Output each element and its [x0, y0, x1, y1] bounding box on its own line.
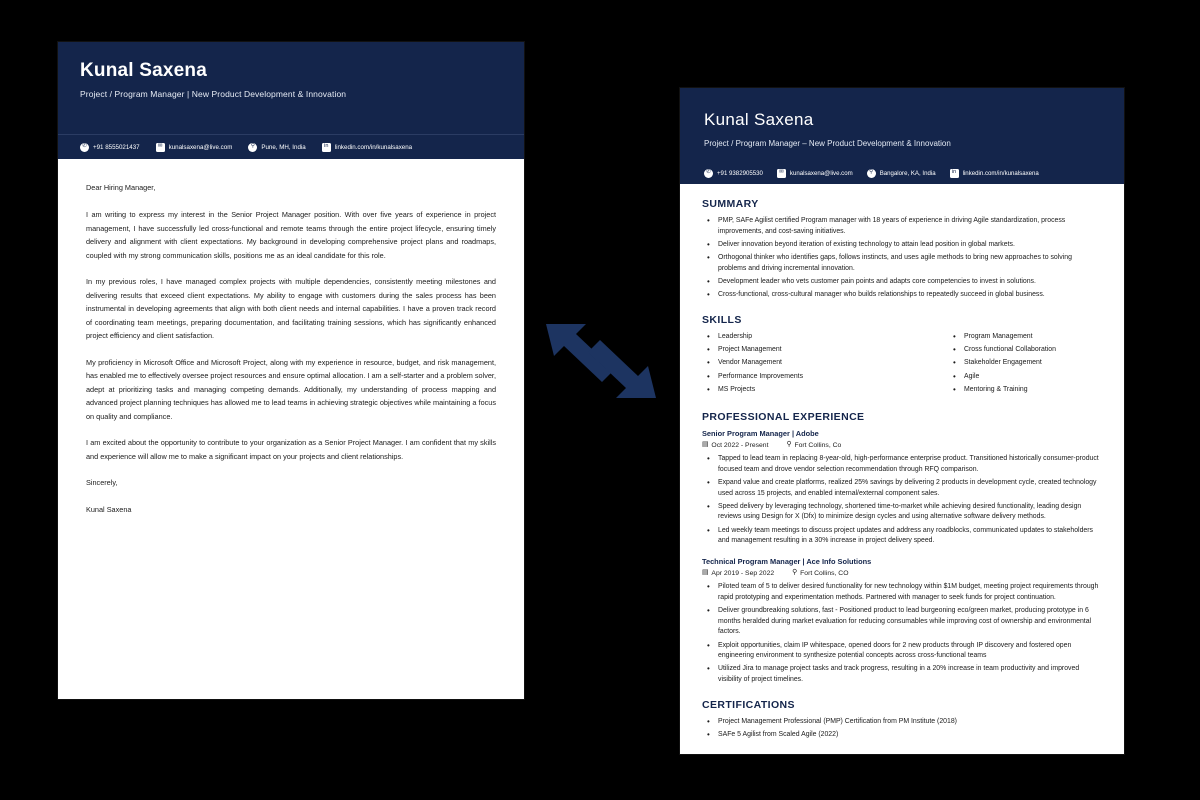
location-icon: ⚲	[248, 143, 257, 152]
list-item: • Cross functional Collaboration	[962, 345, 1102, 356]
resume-name: Kunal Saxena	[704, 110, 814, 129]
resume-contact-email	[777, 169, 853, 178]
resume-header	[680, 88, 1124, 162]
contact-phone-text: +91 8555021437	[93, 143, 140, 151]
list-item: • Leadership	[716, 332, 902, 343]
contact-email	[156, 143, 233, 152]
linkedin-icon: in	[322, 143, 331, 152]
job-title: Technical Program Manager | Ace Info Solutions	[702, 557, 872, 567]
conversion-arrows-icon	[540, 318, 662, 404]
job-dates-text: Oct 2022 - Present	[711, 441, 769, 449]
list-item: • MS Projects	[716, 385, 902, 396]
resume-contact-linkedin-text: linkedin.com/in/kunalsaxena	[962, 169, 1039, 177]
list-item: • Deliver innovation beyond iteration of existing technology to attain lead position in global markets.	[716, 240, 1102, 251]
cover-letter-document	[58, 42, 524, 699]
list-item: • Exploit opportunities, claim IP whitespace, opened doors for 2 new products through IP discovery and fostered open engineering environment to synthesize potential concepts across cross-functional teams	[716, 641, 1102, 662]
phone-icon: ✆	[704, 169, 713, 178]
cover-letter-paragraph-2: In my previous roles, I have managed complex projects with multiple dependencies, consistently meeting milestones and delivering results that exceed client expectations. My ability to engage with customers during the sales process has been instrumental in developing agreements that align with both client needs and internal capabilities. I have a proven track record of coordinating team meetings, preparing documentation, and facilitating training sessions, which has significantly enhanced project efficiency and client satisfaction.	[86, 277, 496, 341]
contact-location	[248, 143, 305, 152]
location-icon: ⚲	[867, 169, 876, 178]
list-item: • Program Management	[962, 332, 1102, 343]
list-item: • PMP, SAFe Agilist certified Program manager with 18 years of experience in driving Agile standardization, process improvements, and cost-saving initiatives.	[716, 216, 1102, 237]
email-icon: ✉	[156, 143, 165, 152]
list-item: • Stakeholder Engagement	[962, 358, 1102, 369]
phone-icon: ✆	[80, 143, 89, 152]
list-item: • Utilized Jira to manage project tasks and track progress, resulting in a 20% increase in team productivity and improved visibility of project timelines.	[716, 664, 1102, 685]
contact-linkedin[interactable]	[322, 143, 412, 152]
pin-icon: ⚲	[786, 441, 792, 449]
job-bullets	[702, 582, 1102, 686]
skills-column-left	[702, 332, 902, 398]
list-item: • Speed delivery by leveraging technology, shortened time-to-market while achieving desired functionality, leading design reviews using Design for X (Dfx) to minimize design cycles and using alternative software delivery methods.	[716, 502, 1102, 523]
resume-body	[680, 184, 1124, 741]
resume-contact-bar	[680, 162, 1124, 184]
calendar-icon: ▤	[702, 441, 709, 449]
job-location-text: Fort Collins, Co	[794, 441, 842, 449]
cover-letter-name: Kunal Saxena	[80, 60, 208, 81]
list-item: • Project Management	[716, 345, 902, 356]
job-title: Senior Program Manager | Adobe	[702, 428, 819, 438]
cover-letter-paragraph-3: My proficiency in Microsoft Office and Microsoft Project, along with my experience in resource, budget, and risk management, has enabled me to effectively oversee project resources and ensure optimal allocation. I am a self-starter and a problem solver, adept at prioritizing tasks and managing competing demands. Additionally, my understanding of process mapping and advanced project planning techniques has allowed me to lead teams in achieving strategic objectives while maintaining a focus on quality and compliance.	[86, 357, 496, 421]
summary-list	[702, 216, 1102, 301]
job-dates	[702, 570, 774, 577]
resume-contact-linkedin[interactable]	[950, 169, 1039, 178]
list-item: • Deliver groundbreaking solutions, fast - Positioned product to lead burgeoning eco/green market, producing prototype in 6 months heralded during market evaluation for reducing consumables while improving cost of ownership and environmental factors.	[716, 606, 1102, 638]
cover-letter-body	[58, 159, 524, 516]
list-item: • Tapped to lead team in replacing 8-year-old, high-performance enterprise product. Transitioned historically consumer-product focused team and drove vendor selection recommendation through RFQ comparison.	[716, 454, 1102, 475]
list-item: • Vendor Management	[716, 358, 902, 369]
list-item: • Development leader who vets customer pain points and adapts core competencies to invest in solutions.	[716, 277, 1102, 288]
cover-letter-contact-bar	[58, 134, 524, 159]
job-location-text: Fort Collins, CO	[800, 570, 849, 578]
email-icon: ✉	[777, 169, 786, 178]
list-item: • Cross-functional, cross-cultural manager who builds relationships to repeatedly succeed in global business.	[716, 290, 1102, 301]
skills-list-left	[702, 332, 902, 396]
skills-section	[702, 332, 1102, 398]
list-item: • Project Management Professional (PMP) Certification from PM Institute (2018)	[716, 717, 1102, 728]
resume-job-title: Project / Program Manager – New Product Development & Innovation	[704, 139, 951, 148]
contact-location-text: Pune, MH, India	[261, 143, 306, 151]
cover-letter-job-title: Project / Program Manager | New Product Development & Innovation	[80, 89, 347, 99]
cover-letter-signature: Kunal Saxena	[86, 504, 132, 514]
job-meta	[702, 570, 1102, 577]
resume-document	[680, 88, 1124, 754]
pin-icon: ⚲	[792, 569, 798, 577]
skills-list-right	[948, 332, 1102, 396]
experience-heading: PROFESSIONAL EXPERIENCE	[702, 410, 865, 423]
job-location	[792, 570, 848, 577]
cover-letter-paragraph-1: I am writing to express my interest in the Senior Project Manager position. With over five years of experience in project management, I have successfully led cross-functional and remote teams through the entire project lifecycle, ensuring timely delivery and alignment with client expectations. My background in developing comprehensive project plans and roadmaps, coupled with my strong communication skills, positions me as an ideal candidate for this role.	[86, 210, 496, 260]
linkedin-icon: in	[950, 169, 959, 178]
job-dates	[702, 442, 768, 449]
job-bullets	[702, 454, 1102, 547]
list-item: • Piloted team of 5 to deliver desired functionality for new technology within $1M budget, meeting project requirements through rapid prototyping and experimentation methods. Partnered with manager to seek funds for project continuation.	[716, 582, 1102, 603]
resume-contact-location	[867, 169, 936, 178]
summary-heading: SUMMARY	[702, 198, 759, 210]
list-item: • Orthogonal thinker who identifies gaps, follows instincts, and uses agile methods to bring new approaches to solving problems and driving incremental innovation.	[716, 253, 1102, 274]
list-item: • Mentoring & Training	[962, 385, 1102, 396]
experience-entry	[702, 557, 1102, 686]
job-location	[786, 442, 841, 449]
job-meta	[702, 442, 1102, 449]
list-item: • Expand value and create platforms, realized 25% savings by delivering 2 products in development cycle, created technology used across 15 projects, and enabled internal/external component sales.	[716, 478, 1102, 499]
calendar-icon: ▤	[702, 569, 709, 577]
certifications-list	[702, 717, 1102, 741]
experience-entry	[702, 429, 1102, 547]
resume-contact-phone	[704, 169, 763, 178]
contact-linkedin-text: linkedin.com/in/kunalsaxena	[334, 143, 413, 151]
list-item: • Performance Improvements	[716, 372, 902, 383]
skills-column-right	[902, 332, 1102, 398]
job-dates-text: Apr 2019 - Sep 2022	[711, 570, 775, 578]
resume-contact-email-text: kunalsaxena@live.com	[789, 169, 853, 177]
contact-phone	[80, 143, 140, 152]
certifications-heading: CERTIFICATIONS	[702, 698, 795, 711]
list-item: • SAFe 5 Agilist from Scaled Agile (2022)	[716, 730, 1102, 741]
cover-letter-header	[58, 42, 524, 134]
cover-letter-closing: Sincerely,	[86, 478, 118, 488]
skills-heading: SKILLS	[702, 313, 742, 326]
list-item: • Agile	[962, 372, 1102, 383]
cover-letter-salutation: Dear Hiring Manager,	[86, 183, 156, 192]
resume-contact-phone-text: +91 9382905530	[717, 169, 763, 177]
list-item: • Led weekly team meetings to discuss project updates and address any roadblocks, communicated updates to stakeholders and management resulting in a 30% increase in project delivery speed.	[716, 526, 1102, 547]
resume-contact-location-text: Bangalore, KA, India	[879, 169, 936, 177]
cover-letter-paragraph-4: I am excited about the opportunity to contribute to your organization as a Senior Project Manager. I am confident that my skills and experience will allow me to make a significant impact on your projects and client relationships.	[86, 438, 496, 461]
contact-email-text: kunalsaxena@live.com	[168, 143, 233, 151]
